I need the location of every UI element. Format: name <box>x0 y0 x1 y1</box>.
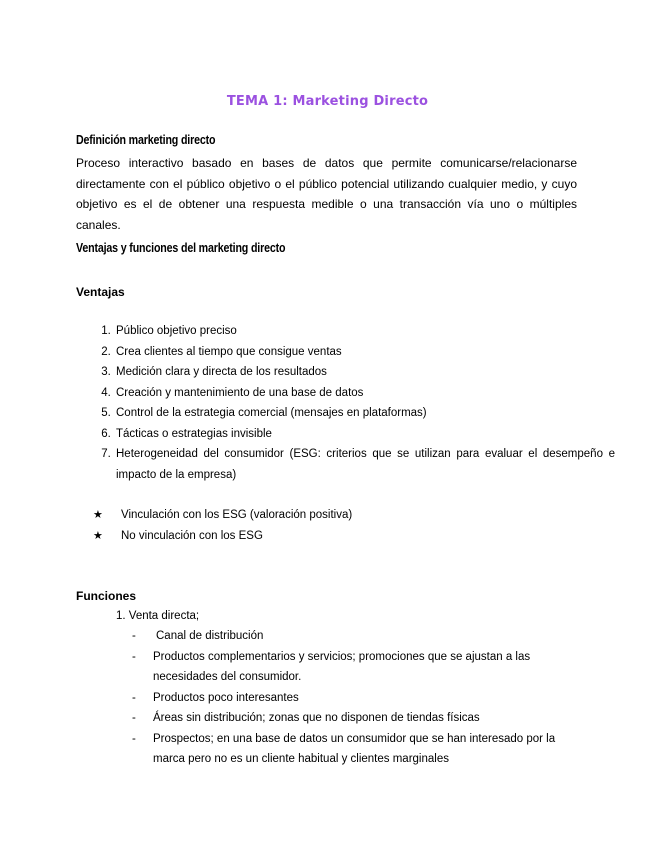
dash-bullet-icon: - <box>132 650 136 663</box>
list-item: 4. Creación y mantenimiento de una base de datos <box>114 383 615 404</box>
list-item <box>132 647 580 688</box>
definicion-paragraph: Proceso interactivo basado en bases de datos que permite comunicarse/relacionarse directamente con el público objetivo o el público potencial utilizando cualquier medio, y cuyo objetivo es el de obtener una respuesta medible o una transacción vía uno o múltiples canales. <box>76 156 577 232</box>
dash-bullet-icon: - <box>132 691 136 704</box>
list-item-label: Canal de distribución <box>156 630 264 642</box>
esg-list <box>93 505 352 546</box>
list-item <box>132 708 580 729</box>
funciones-item-venta-directa: 1. Venta directa; <box>116 610 200 622</box>
definicion-heading: Definición marketing directo <box>76 132 216 147</box>
list-item-label: Áreas sin distribución; zonas que no disponen de tiendas físicas <box>153 712 480 724</box>
ventajas-funciones-heading: Ventajas y funciones del marketing directo <box>76 240 286 255</box>
dash-bullet-icon: - <box>132 630 136 642</box>
list-item-label: Productos poco interesantes <box>153 691 299 704</box>
list-item: 5. Control de la estrategia comercial (mensajes en plataformas) <box>114 403 615 424</box>
list-item <box>93 505 352 526</box>
list-item-label: Vinculación con los ESG (valoración positiva) <box>121 509 353 521</box>
list-item: 6. Tácticas o estrategias invisible <box>114 424 615 445</box>
dash-bullet-icon: - <box>132 732 136 745</box>
funciones-heading: Funciones <box>76 589 137 603</box>
star-bullet-icon: ★ <box>93 509 103 521</box>
list-item-label: Productos complementarios y servicios; promociones que se ajustan a las necesidades del consumidor. <box>153 650 531 683</box>
dash-bullet-icon: - <box>132 712 136 724</box>
ventajas-list <box>76 321 615 485</box>
list-item: 2. Crea clientes al tiempo que consigue ventas <box>114 342 615 363</box>
star-bullet-icon: ★ <box>93 529 103 542</box>
venta-directa-sublist <box>132 626 580 770</box>
ventajas-heading: Ventajas <box>76 285 125 299</box>
list-item-label: Prospectos; en una base de datos un consumidor que se han interesado por la marca pero no es un cliente habitual y clientes marginales <box>153 732 556 765</box>
list-item: 3. Medición clara y directa de los resultados <box>114 362 615 383</box>
list-item <box>132 626 580 647</box>
list-item: 1. Público objetivo preciso <box>114 321 615 342</box>
page-title: TEMA 1: Marketing Directo <box>226 94 429 109</box>
list-item <box>132 729 580 770</box>
list-item-label: No vinculación con los ESG <box>121 529 263 542</box>
list-item <box>93 526 352 547</box>
list-item: 7. Heterogeneidad del consumidor (ESG: criterios que se utilizan para evaluar el desempeño e impacto de la empresa) <box>114 444 615 485</box>
list-item <box>132 688 580 709</box>
